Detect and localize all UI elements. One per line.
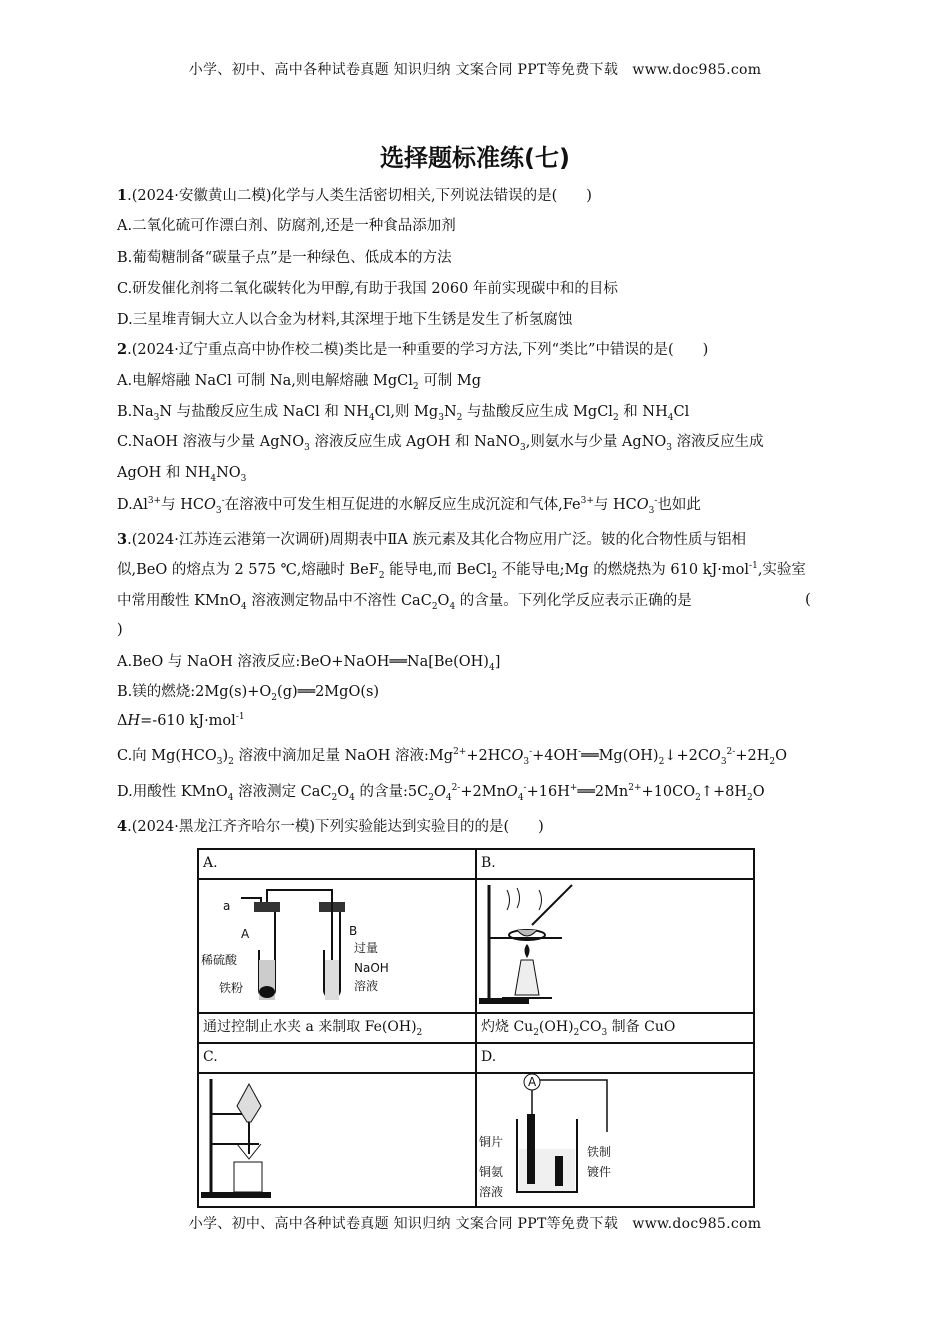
text-line: D.三星堆青铜大立人以合金为材料,其深埋于地下生锈是发生了析氢腐蚀 — [117, 312, 573, 328]
solution-label: 溶液 — [354, 979, 379, 993]
page-title: 选择题标准练(七) — [380, 144, 570, 172]
cell-a-label: A. — [198, 849, 476, 879]
text-line: AgOH 和 $NH_4NO_3$ — [117, 465, 247, 484]
text-line: 2.(2024·辽宁重点高中协作校二模)类比是一种重要的学习方法,下列“类比”中错误的是( ) — [117, 341, 709, 358]
cell-b-label: B. — [476, 849, 754, 879]
text-line: 似,BeO 的熔点为 2 575 ℃,熔融时 BeF$_2$ 能导电,而 BeCl$_2$ 不能导电;Mg 的燃烧热为 610 kJ·mol$^{-1}$,实验室 — [117, 561, 806, 581]
iron-part-label-2: 镀件 — [587, 1165, 612, 1179]
naoh-label: NaOH — [354, 961, 389, 975]
text-line: C.NaOH 溶液与少量 AgNO$_3$ 溶液反应生成 AgOH 和 NaNO$_3$,则氨水与少量 AgNO$_3$ 溶液反应生成 — [117, 434, 764, 453]
separatory-funnel-apparatus — [199, 1074, 475, 1202]
cu-ammonia-label-2: 溶液 — [479, 1185, 504, 1199]
cell-d-label: D. — [476, 1043, 754, 1073]
text-line: B.镁的燃烧$:2Mg(s)+O_2(g)══2MgO(s)$ — [117, 684, 380, 703]
excess-label: 过量 — [354, 941, 379, 955]
electroplating-apparatus — [477, 1074, 753, 1202]
text-line: $B.Na_3N$ 与盐酸反应生成 NaCl 和 $NH_4Cl$,则 $Mg_3N_2$ 与盐酸反应生成 MgCl$_2$ 和 $NH_4Cl$ — [117, 404, 690, 423]
figure-d — [476, 1073, 754, 1207]
text-line: A.二氧化硫可作漂白剂、防腐剂,还是一种食品添加剂 — [117, 218, 456, 234]
cell-c-label: C. — [198, 1043, 476, 1073]
text-line: ) — [117, 622, 123, 638]
answer-paren: ( — [805, 590, 811, 608]
figure-a — [198, 879, 476, 1013]
tube-a-label: A — [241, 927, 250, 941]
figure-c — [198, 1073, 476, 1207]
iron-part-label-1: 铁制 — [587, 1145, 612, 1159]
iron-label: 铁粉 — [219, 981, 244, 995]
clamp-label: a — [223, 899, 231, 913]
fe-oh2-apparatus — [199, 880, 475, 1008]
text-line: 4.(2024·黑龙江齐齐哈尔一模)下列实验能达到实验目的的是( ) — [117, 818, 544, 835]
text-line: A.电解熔融 NaCl 可制 Na,则电解熔融 MgCl$_2$ 可制 Mg — [117, 373, 481, 392]
text-line: B.葡萄糖制备“碳量子点”是一种绿色、低成本的方法 — [117, 250, 452, 266]
text-line: $D.Al^{3+}$与 $HCO_3^-$在溶液中可发生相互促进的水解反应生成沉淀和气体$,Fe^{3+}$与 $HCO_3^-$也如此 — [117, 496, 701, 516]
acid-label: 稀硫酸 — [201, 953, 238, 967]
text-line: D.用酸性 KMnO$_4$ 溶液测定 $CaC_2O_4$ 的含量$:5C_2O_4^{2-}+2MnO_4^-+16H^+══2Mn^{2+}+10CO_2↑+8H_2O$ — [117, 783, 765, 803]
ammeter-label: A — [528, 1075, 537, 1089]
cu-ammonia-label-1: 铜氨 — [479, 1165, 504, 1179]
page-footer: 小学、初中、高中各种试卷真题 知识归纳 文案合同 PPT等免费下载 www.doc985.com — [188, 1216, 762, 1232]
text-line: 1.(2024·安徽黄山二模)化学与人类生活密切相关,下列说法错误的是( ) — [117, 187, 592, 204]
caption-b: 灼烧 $Cu_2(OH)_2CO_3$ 制备 CuO — [476, 1013, 754, 1043]
text-line: ΔH=-610 kJ·mol$^{-1}$ — [117, 712, 245, 729]
text-line: C.向 $Mg(HCO_3)_2$ 溶液中滴加足量 NaOH 溶液$:Mg^{2+}+2HCO_3^-+4OH^-══Mg(OH)_2↓+2CO_3^{2-}+2H_2O$ — [117, 747, 787, 767]
caption-a: 通过控制止水夹 a 来制取 $Fe(OH)_2$ — [198, 1013, 476, 1043]
text-line: A.BeO 与 NaOH 溶液反应$:BeO+NaOH══Na[Be(OH)_4]$ — [117, 654, 501, 673]
tube-b-label: B — [349, 924, 358, 938]
page-header: 小学、初中、高中各种试卷真题 知识归纳 文案合同 PPT等免费下载 www.doc985.com — [188, 62, 762, 78]
copper-label: 铜片 — [479, 1135, 504, 1149]
text-line: C.研发催化剂将二氧化碳转化为甲醇,有助于我国 2060 年前实现碳中和的目标 — [117, 281, 618, 297]
text-line: 中常用酸性 KMnO$_4$ 溶液测定物品中不溶性 $CaC_2O_4$ 的含量。下列化学反应表示正确的是 — [117, 593, 692, 612]
experiment-table — [197, 848, 755, 1208]
figure-b — [476, 879, 754, 1013]
text-line: 3.(2024·江苏连云港第一次调研)周期表中ⅡA 族元素及其化合物应用广泛。铍的化合物性质与铝相 — [117, 531, 746, 548]
crucible-heating-apparatus — [477, 880, 753, 1008]
